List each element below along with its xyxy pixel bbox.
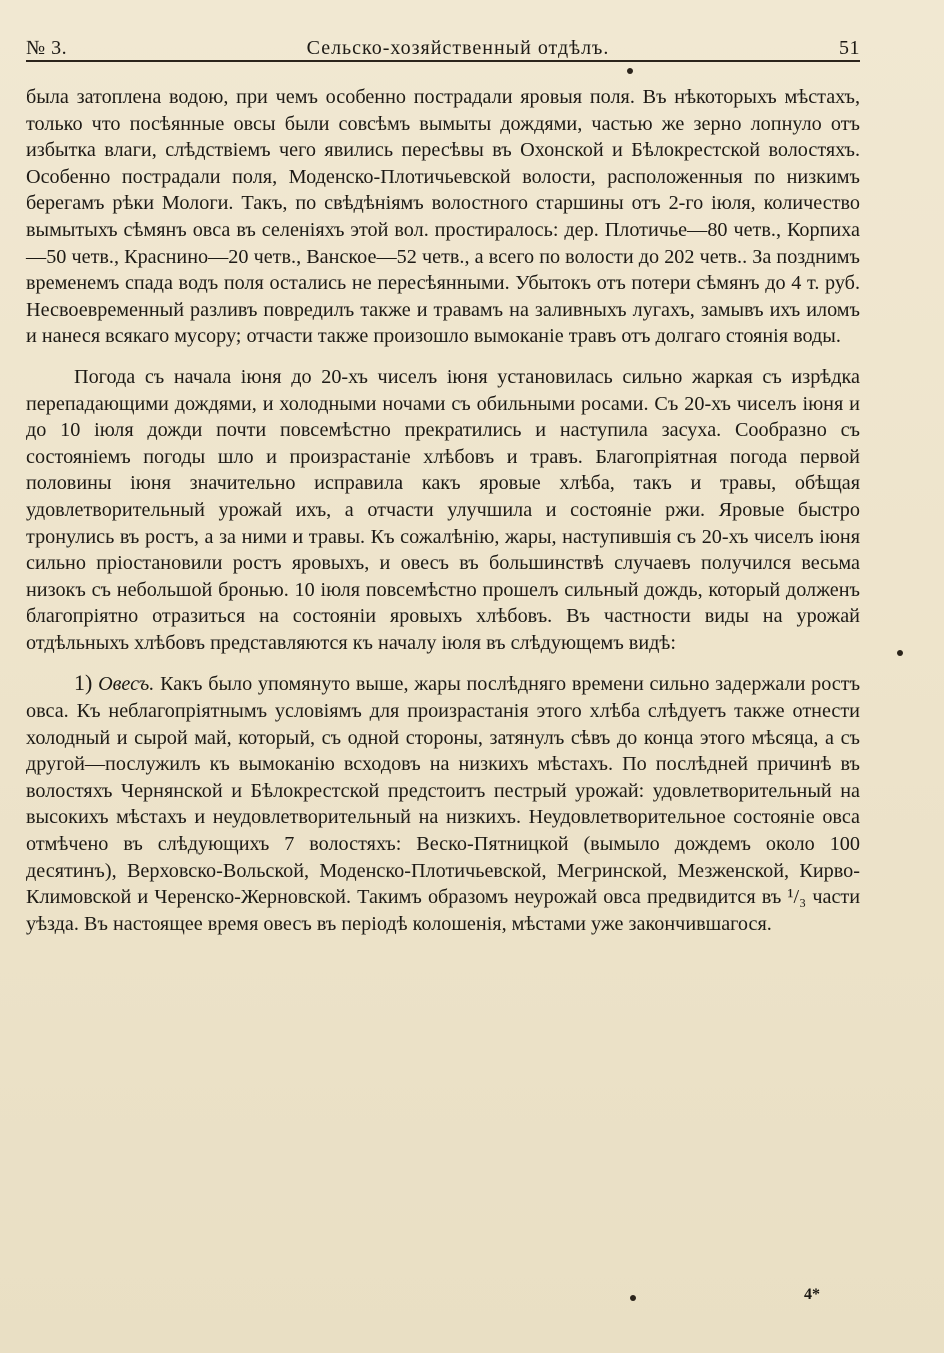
body-text [26,84,860,951]
paragraph-1: была затоплена водою, при чемъ особенно пострадали яровыя поля. Въ нѣкоторыхъ мѣстахъ, только что посѣянные овсы были совсѣмъ вымыты дождями, частью же зерно лопнуло отъ избытка влаги, слѣдствіемъ чего явились пересѣвы въ Охонской и Бѣлокрестской волостяхъ. Особенно пострадали поля, Моденско-Плотичьевской волости, расположенныя по низкимъ берегамъ рѣки Мологи. Такъ, по свѣдѣніямъ волостного старшины отъ 2-го іюля, количество вымытыхъ сѣмянъ овса въ селеніяхъ этой вол. простиралось: дер. Плотичье—80 четв., Корпиха—50 четв., Краснино—20 четв., Ванское—52 четв., а всего по волости до 202 четв.. За позднимъ временемъ спада водъ поля остались не пересѣянными. Убытокъ отъ потери сѣмянъ до 4 т. руб. Несвоевременный разливъ повредилъ также и травамъ на заливныхъ лугахъ, замывъ ихъ иломъ и нанеся всякаго мусору; отчасти также произошло вымоканіе травъ отъ долгаго стоянія воды. [26,86,860,348]
paragraph-3-text: Какъ было упомянуто выше, жары послѣдняго времени сильно задержали ростъ овса. Къ неблагопріятнымъ условіямъ для произрастанія этого хлѣба слѣдуетъ также отнести холодный и сырой май, который, съ одной стороны, затянулъ сѣвъ до конца этого мѣсяца, а съ другой—послужилъ къ вымоканію всходовъ на низкихъ мѣстахъ. По послѣдней причинѣ въ волостяхъ Чернянской и Бѣлокрестской предстоитъ пестрый урожай: удовлетворительный на высокихъ мѣстахъ и неудовлетворительный на низкихъ. Неудовлетворительное состояніе овса отмѣчено въ слѣдующихъ 7 волостяхъ: Веско-Пятницкой (вымыло дождемъ около 100 десятинъ), Верховско-Вольской, Моденско-Плотичьевской, Мегринской, Мезженской, Кирво-Климовской и Черенско-Жерновской. Такимъ образомъ неурожай овса предвидится въ [26,673,861,909]
ink-speck-top [627,68,633,74]
fraction-one-third: ¹/₃ [787,886,807,909]
ink-speck-margin [897,650,903,656]
paragraph-3 [26,670,860,937]
issue-number: № 3. [26,37,68,59]
paragraph-3-end: части уѣзда. Въ настоящее время овесъ въ періодѣ колошенія, мѣстами уже закончившагося. [26,886,861,935]
section-title: Сельско-хозяйственный отдѣлъ. [306,37,610,59]
ink-speck-bottom [630,1295,636,1301]
page-number: 51 [839,37,860,59]
list-number: 1) [74,670,93,696]
paragraph-2: Погода съ начала іюня до 20-хъ чиселъ іюня установилась сильно жаркая съ изрѣдка перепадающими дождями, и холодными ночами съ обильными росами. Съ 20-хъ чиселъ іюня и до 10 іюля дожди почти повсемѣстно прекратились и наступила засуха. Сообразно съ состояніемъ погоды шло и произрастаніе хлѣбовъ и травъ. Благопріятная погода первой половины іюня значительно исправила какъ яровые хлѣба, такъ и травы, обѣщая удовлетворительный урожай ихъ, а отчасти улучшила и состояніе ржи. Яровые быстро тронулись въ ростъ, а за ними и травы. Къ сожалѣнію, жары, наступившія съ 20-хъ чиселъ іюня сильно пріостановили ростъ яровыхъ, и овесъ въ большинствѣ случаевъ получился весьма низокъ съ небольшой бронью. 10 іюля повсемѣстно прошелъ сильный дождь, который долженъ благопріятно отразиться на состояніи яровыхъ хлѣбовъ. Въ частности виды на урожай отдѣльныхъ хлѣбовъ представляются къ началу іюля въ слѣдующемъ видѣ: [26,365,860,654]
running-header [26,28,860,62]
signature-mark: 4* [804,1286,820,1303]
crop-term-oats: Овесъ. [98,673,155,696]
